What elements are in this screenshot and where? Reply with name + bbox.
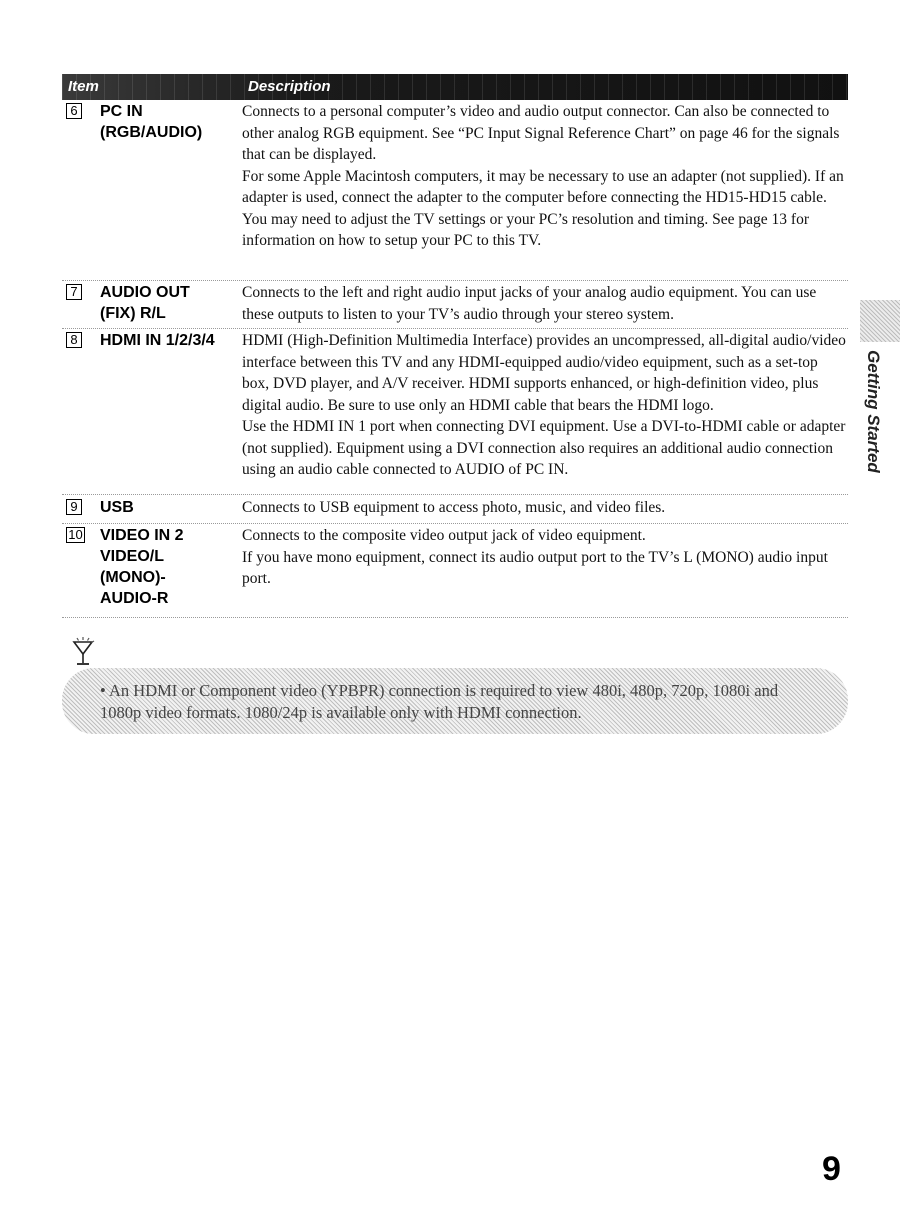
table-row <box>62 101 848 281</box>
item-description <box>242 282 848 325</box>
item-name-line: (MONO)- <box>100 569 166 586</box>
description-paragraph: Connects to a personal computer’s video and audio output connector. Can also be connected to other analog RGB equipment. See “PC Input Signal Reference Chart” on page 46 for the signals that can be displayed. <box>242 103 840 163</box>
note-box <box>62 668 848 734</box>
item-name <box>100 525 184 609</box>
table-row <box>62 330 848 495</box>
table-row <box>62 497 848 524</box>
description-column-header: Description <box>248 78 331 95</box>
item-name <box>100 497 134 518</box>
item-name-line: USB <box>100 499 134 516</box>
item-name <box>100 330 215 351</box>
page-number: 9 <box>822 1150 841 1188</box>
description-paragraph: For some Apple Macintosh computers, it may be necessary to use an adapter (not supplied). If an adapter is used, connect the adapter to the computer before connecting the HD15-HD15 cable. <box>242 167 844 206</box>
item-description <box>242 497 848 519</box>
description-paragraph: Connects to the left and right audio input jacks of your analog audio equipment. You can use these outputs to listen to your TV’s audio through your stereo system. <box>242 284 817 323</box>
description-paragraph: You may need to adjust the TV settings or your PC’s resolution and timing. See page 13 for information on how to setup your PC to this TV. <box>242 210 809 249</box>
description-paragraph: HDMI (High-Definition Multimedia Interface) provides an uncompressed, all-digital audio/video interface between this TV and any HDMI-equipped audio/video equipment, such as a set-top box, DVD player, and A/V receiver. HDMI supports enhanced, or high-definition video, plus digital audio. Be sure to use only an HDMI cable that bears the HDMI logo. <box>242 332 846 414</box>
description-paragraph: Use the HDMI IN 1 port when connecting DVI equipment. Use a DVI-to-HDMI cable or adapter (not supplied). Equipment using a DVI connection also requires an additional audio connection using an audio cable connected to AUDIO of PC IN. <box>242 418 846 478</box>
item-name <box>100 101 202 143</box>
item-name-line: HDMI IN 1/2/3/4 <box>100 332 215 349</box>
item-description <box>242 525 848 590</box>
item-description <box>242 330 848 481</box>
item-number-badge: 8 <box>66 332 82 348</box>
tip-lamp-icon <box>62 634 102 668</box>
table-row <box>62 525 848 618</box>
item-number-badge: 6 <box>66 103 82 119</box>
item-name-line: (FIX) R/L <box>100 305 166 322</box>
description-paragraph: Connects to the composite video output jack of video equipment. <box>242 527 646 544</box>
item-description <box>242 101 848 252</box>
item-name-line: (RGB/AUDIO) <box>100 124 203 141</box>
section-tab-label: Getting Started <box>864 350 883 473</box>
item-name-line: PC IN <box>100 103 143 120</box>
table-row <box>62 282 848 329</box>
item-number-badge: 7 <box>66 284 82 300</box>
description-paragraph: If you have mono equipment, connect its audio output port to the TV’s L (MONO) audio input port. <box>242 548 828 587</box>
note-text: • An HDMI or Component video (YPBPR) connection is required to view 480i, 480p, 720p, 1080i and 1080p video formats. 1080/24p is available only with HDMI connection. <box>100 681 779 722</box>
table-header <box>62 74 848 100</box>
item-column-header: Item <box>68 78 99 95</box>
item-name-line: VIDEO IN 2 <box>100 527 184 544</box>
item-number-badge: 9 <box>66 499 82 515</box>
item-name-line: AUDIO OUT <box>100 284 190 301</box>
description-paragraph: Connects to USB equipment to access photo, music, and video files. <box>242 499 666 516</box>
section-tab-marker <box>860 300 900 342</box>
item-name-line: VIDEO/L <box>100 548 165 565</box>
item-name-line: AUDIO-R <box>100 590 169 607</box>
item-number-badge: 10 <box>66 527 85 543</box>
item-name <box>100 282 190 324</box>
